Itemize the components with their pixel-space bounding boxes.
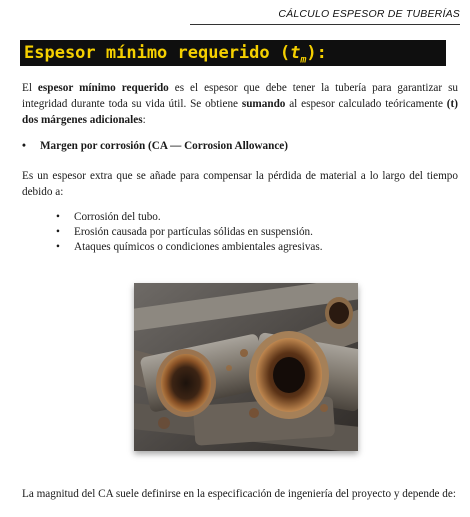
section-title	[20, 40, 446, 66]
corrosion-heading-text: Margen por corrosión (CA — Corrosion Allowance)	[40, 140, 288, 152]
corroded-pipes-photo	[134, 283, 358, 451]
intro-emphasis-term: espesor mínimo requerido	[37, 82, 169, 94]
intro-emphasis-sum: sumando	[241, 98, 286, 110]
corroded-pipes-illustration	[134, 283, 358, 451]
intro-text-2: es el espesor que debe tener la tubería para garantizar su integridad durante toda su vida útil. Se obtiene	[22, 82, 459, 110]
corrosion-description: Es un espesor extra que se añade para compensar la pérdida de material a lo largo del tiempo debido a:	[22, 170, 458, 198]
running-header: CÁLCULO ESPESOR DE TUBERÍAS	[278, 8, 460, 20]
title-subscript: m	[300, 54, 307, 66]
title-prefix: Espesor mínimo requerido (	[24, 43, 291, 63]
bullet-icon: •	[22, 140, 26, 152]
title-symbol: t	[290, 43, 301, 63]
list-item: • Ataques químicos o condiciones ambientales agresivas.	[56, 240, 323, 255]
intro-text-3: al espesor calculado teóricamente	[285, 98, 447, 110]
title-suffix: ):	[306, 43, 327, 63]
closing-paragraph: La magnitud del CA suele definirse en la especificación de ingeniería del proyecto y depende de:	[22, 488, 456, 500]
intro-t-symbol: (t)	[446, 98, 458, 110]
intro-text-1: El	[22, 82, 38, 94]
intro-emphasis-margins: dos márgenes adicionales	[22, 114, 143, 126]
corrosion-heading	[22, 138, 288, 154]
intro-text-4: :	[142, 114, 146, 126]
intro-paragraph	[22, 80, 458, 128]
list-item: • Erosión causada por partículas sólidas en suspensión.	[56, 225, 323, 240]
header-rule	[190, 24, 460, 25]
list-item: • Corrosión del tubo.	[56, 210, 323, 225]
corrosion-causes-list	[56, 210, 323, 255]
